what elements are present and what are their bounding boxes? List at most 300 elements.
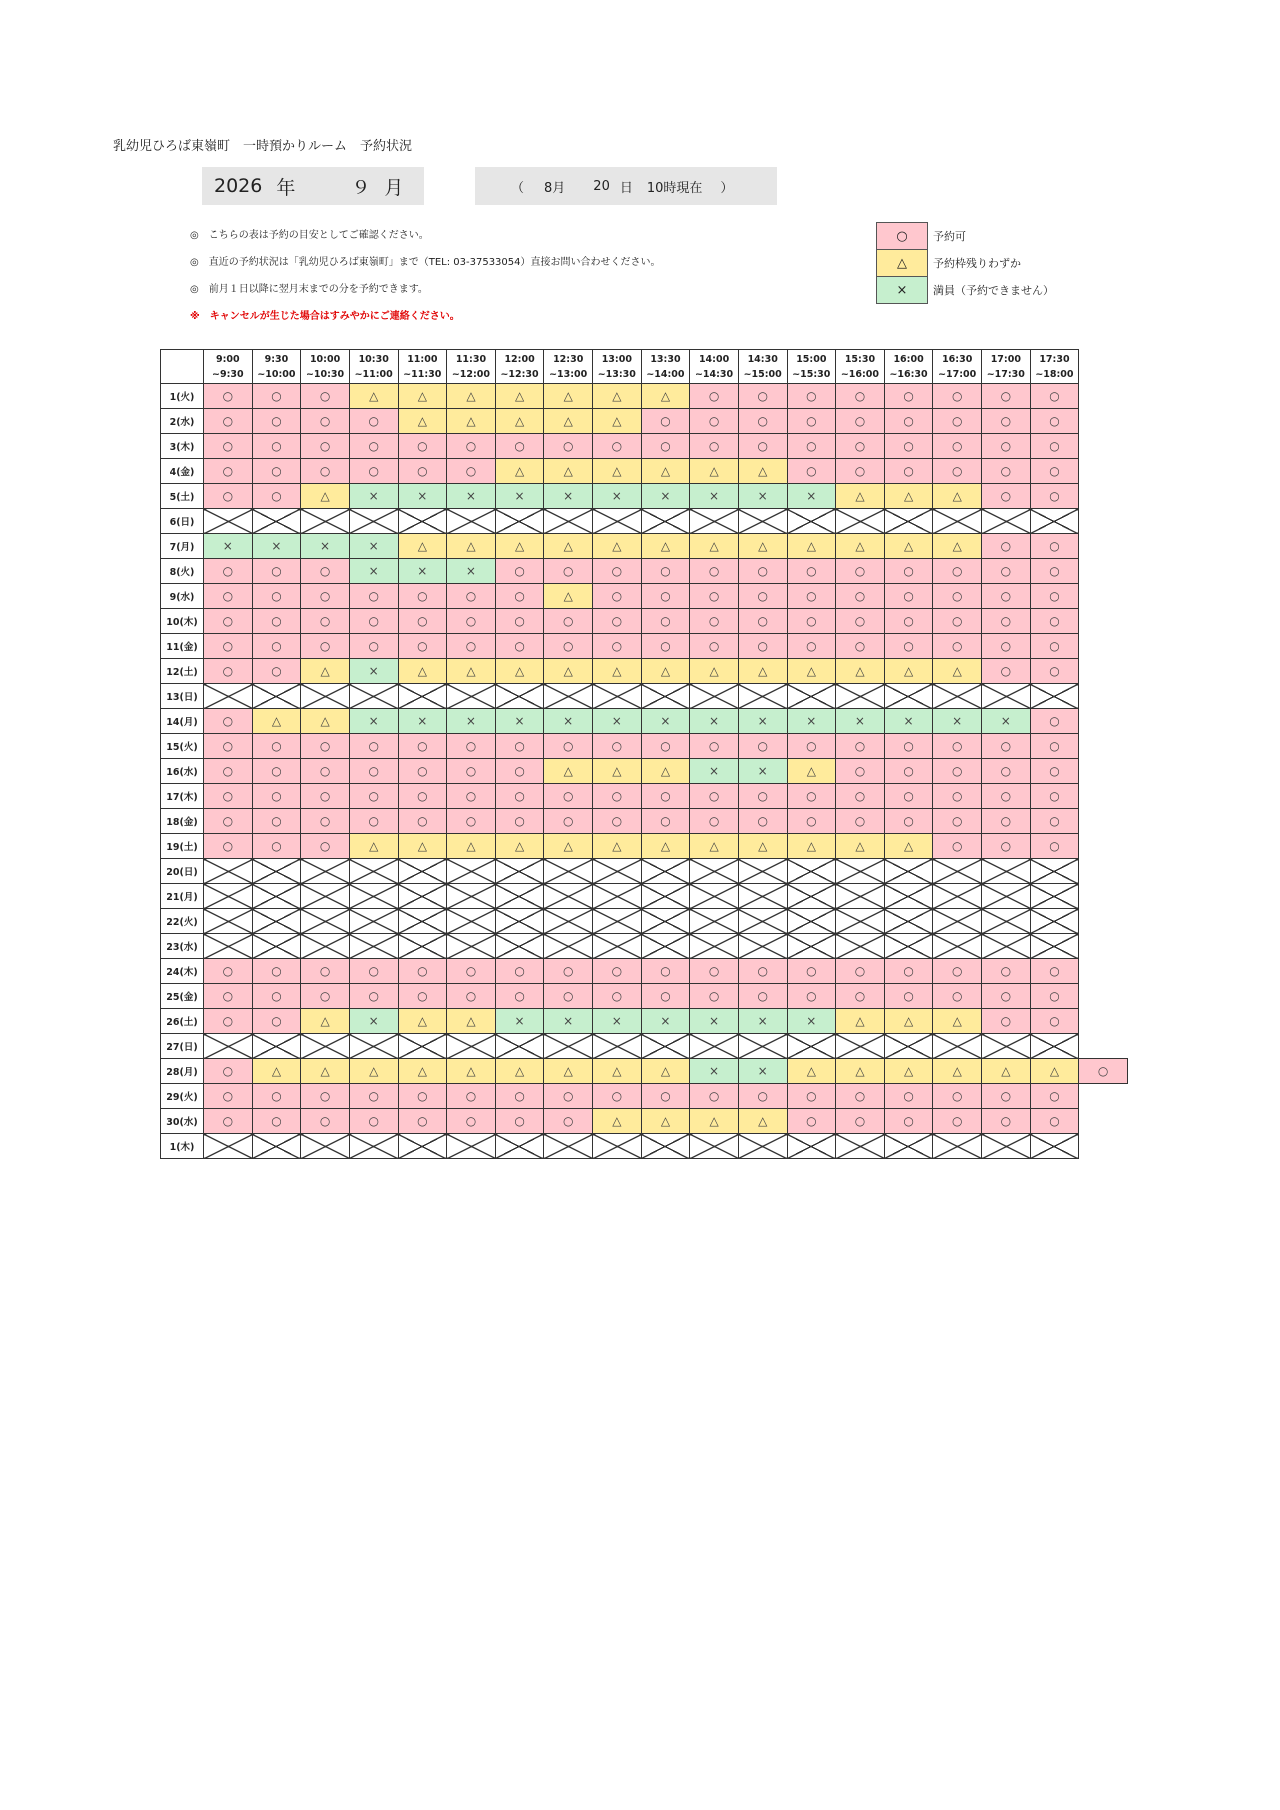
slot-cell: ○ bbox=[349, 1084, 398, 1109]
slot-cell: ○ bbox=[787, 959, 836, 984]
closed-cell bbox=[982, 859, 1031, 884]
closed-cell bbox=[398, 1134, 447, 1159]
closed-cell bbox=[787, 1134, 836, 1159]
slot-cell: ○ bbox=[884, 959, 933, 984]
note-item: ◎ 直近の予約状況は「乳幼児ひろば東嶺町」まで（TEL: 03-37533054）直接お問い合わせください。 bbox=[190, 257, 661, 268]
slot-cell: ○ bbox=[836, 734, 885, 759]
slot-cell: ○ bbox=[982, 659, 1031, 684]
slot-cell: × bbox=[593, 1009, 642, 1034]
slot-cell: ○ bbox=[1030, 709, 1079, 734]
note-item: ◎ 前月１日以降に翌月末までの分を予約できます。 bbox=[190, 284, 428, 295]
slot-cell: ○ bbox=[933, 809, 982, 834]
page-title: 乳幼児ひろば東嶺町 一時預かりルーム 予約状況 bbox=[113, 139, 413, 154]
table-row bbox=[161, 709, 1128, 734]
slot-cell: ○ bbox=[495, 609, 544, 634]
table-row bbox=[161, 384, 1128, 409]
table-row bbox=[161, 859, 1128, 884]
slot-cell: × bbox=[398, 484, 447, 509]
slot-cell: ○ bbox=[349, 409, 398, 434]
month-unit: 月 bbox=[384, 176, 404, 199]
slot-cell: △ bbox=[787, 759, 836, 784]
slot-cell: ○ bbox=[641, 1084, 690, 1109]
closed-cell bbox=[738, 934, 787, 959]
slot-cell: ○ bbox=[1030, 759, 1079, 784]
legend-symbol: × bbox=[877, 277, 928, 304]
closed-cell bbox=[884, 1134, 933, 1159]
closed-cell bbox=[301, 509, 350, 534]
slot-cell: ○ bbox=[884, 559, 933, 584]
closed-cell bbox=[641, 1034, 690, 1059]
slot-cell: ○ bbox=[933, 1084, 982, 1109]
slot-cell: △ bbox=[252, 1059, 301, 1084]
slot-cell: ○ bbox=[544, 1109, 593, 1134]
closed-cell bbox=[544, 509, 593, 534]
closed-cell bbox=[690, 1034, 739, 1059]
slot-cell: ○ bbox=[301, 584, 350, 609]
closed-cell bbox=[301, 934, 350, 959]
closed-cell bbox=[836, 859, 885, 884]
table-row bbox=[161, 809, 1128, 834]
slot-cell: ○ bbox=[738, 634, 787, 659]
closed-cell bbox=[495, 684, 544, 709]
slot-cell: ○ bbox=[495, 584, 544, 609]
closed-cell bbox=[447, 1034, 496, 1059]
day-label: 30(水) bbox=[161, 1109, 204, 1134]
slot-cell: ○ bbox=[301, 784, 350, 809]
slot-cell: ○ bbox=[204, 734, 253, 759]
closed-cell bbox=[690, 934, 739, 959]
time-slot-header bbox=[593, 350, 642, 384]
closed-cell bbox=[738, 1034, 787, 1059]
slot-cell: ○ bbox=[982, 609, 1031, 634]
day-label: 16(水) bbox=[161, 759, 204, 784]
closed-cell bbox=[933, 1134, 982, 1159]
closed-cell bbox=[884, 934, 933, 959]
closed-cell bbox=[690, 884, 739, 909]
slot-cell: ○ bbox=[301, 434, 350, 459]
slot-cell: × bbox=[690, 709, 739, 734]
slot-cell: ○ bbox=[301, 609, 350, 634]
day-label: 25(金) bbox=[161, 984, 204, 1009]
slot-cell: △ bbox=[836, 1009, 885, 1034]
closed-cell bbox=[933, 509, 982, 534]
slot-cell: △ bbox=[544, 584, 593, 609]
slot-cell: ○ bbox=[787, 434, 836, 459]
slot-cell: × bbox=[933, 709, 982, 734]
slot-cell: ○ bbox=[349, 984, 398, 1009]
slot-cell: ○ bbox=[884, 459, 933, 484]
closed-cell bbox=[787, 859, 836, 884]
slot-end: ~12:30 bbox=[500, 368, 539, 380]
closed-cell bbox=[738, 909, 787, 934]
slot-cell: ○ bbox=[982, 484, 1031, 509]
table-row bbox=[161, 784, 1128, 809]
slot-cell: × bbox=[544, 1009, 593, 1034]
day-label: 22(火) bbox=[161, 909, 204, 934]
slot-end: ~14:00 bbox=[646, 368, 685, 380]
slot-cell: × bbox=[690, 484, 739, 509]
slot-cell: △ bbox=[301, 1009, 350, 1034]
slot-cell: ○ bbox=[933, 409, 982, 434]
slot-cell: ○ bbox=[301, 634, 350, 659]
closed-cell bbox=[495, 909, 544, 934]
slot-cell: ○ bbox=[447, 609, 496, 634]
closed-cell bbox=[690, 1134, 739, 1159]
slot-cell: ○ bbox=[252, 384, 301, 409]
slot-cell: ○ bbox=[398, 984, 447, 1009]
slot-cell: △ bbox=[982, 1059, 1031, 1084]
slot-cell: ○ bbox=[982, 1084, 1031, 1109]
slot-cell: ○ bbox=[301, 559, 350, 584]
slot-cell: ○ bbox=[204, 959, 253, 984]
slot-cell: ○ bbox=[982, 984, 1031, 1009]
closed-cell bbox=[398, 684, 447, 709]
closed-cell bbox=[447, 934, 496, 959]
slot-cell: △ bbox=[398, 384, 447, 409]
slot-cell: ○ bbox=[349, 1109, 398, 1134]
closed-cell bbox=[982, 909, 1031, 934]
closed-cell bbox=[933, 909, 982, 934]
slot-start: 11:30 bbox=[455, 353, 487, 365]
slot-cell: △ bbox=[544, 834, 593, 859]
reservation-table bbox=[160, 349, 1128, 1159]
closed-cell bbox=[398, 909, 447, 934]
slot-cell: ○ bbox=[349, 584, 398, 609]
slot-start: 11:00 bbox=[407, 353, 438, 365]
closed-cell bbox=[738, 509, 787, 534]
slot-cell: ○ bbox=[982, 759, 1031, 784]
slot-cell: × bbox=[690, 1059, 739, 1084]
slot-cell: ○ bbox=[204, 984, 253, 1009]
slot-cell: ○ bbox=[544, 984, 593, 1009]
slot-cell: ○ bbox=[933, 459, 982, 484]
slot-start: 14:00 bbox=[698, 353, 730, 365]
slot-cell: ○ bbox=[252, 559, 301, 584]
day-label: 11(金) bbox=[161, 634, 204, 659]
legend-label: 予約可 bbox=[933, 230, 966, 243]
table-row bbox=[161, 734, 1128, 759]
slot-cell: ○ bbox=[544, 559, 593, 584]
slot-cell: ○ bbox=[1030, 409, 1079, 434]
slot-cell: ○ bbox=[593, 434, 642, 459]
table-row bbox=[161, 934, 1128, 959]
slot-start: 12:30 bbox=[553, 353, 584, 365]
slot-cell: ○ bbox=[787, 1109, 836, 1134]
closed-cell bbox=[301, 859, 350, 884]
slot-cell: ○ bbox=[787, 784, 836, 809]
slot-cell: ○ bbox=[836, 1084, 885, 1109]
slot-cell: ○ bbox=[982, 634, 1031, 659]
slot-cell: ○ bbox=[204, 834, 253, 859]
slot-cell: △ bbox=[349, 1059, 398, 1084]
closed-cell bbox=[349, 859, 398, 884]
slot-cell: ○ bbox=[204, 609, 253, 634]
legend-item bbox=[877, 277, 1056, 304]
slot-cell: ○ bbox=[884, 759, 933, 784]
slot-cell: △ bbox=[593, 834, 642, 859]
slot-cell: ○ bbox=[884, 409, 933, 434]
slot-cell: △ bbox=[447, 834, 496, 859]
slot-cell: ○ bbox=[252, 484, 301, 509]
time-slot-header bbox=[836, 350, 885, 384]
slot-cell: × bbox=[301, 534, 350, 559]
slot-cell: ○ bbox=[836, 634, 885, 659]
slot-cell: ○ bbox=[252, 584, 301, 609]
slot-cell: △ bbox=[690, 659, 739, 684]
closed-cell bbox=[787, 1034, 836, 1059]
time-slot-header bbox=[1030, 350, 1079, 384]
slot-cell: ○ bbox=[301, 734, 350, 759]
closed-cell bbox=[884, 909, 933, 934]
slot-cell: × bbox=[252, 534, 301, 559]
slot-cell: ○ bbox=[738, 584, 787, 609]
closed-cell bbox=[787, 934, 836, 959]
slot-cell: × bbox=[204, 534, 253, 559]
slot-cell: △ bbox=[495, 659, 544, 684]
slot-cell: △ bbox=[836, 534, 885, 559]
slot-cell: ○ bbox=[544, 634, 593, 659]
closed-cell bbox=[641, 934, 690, 959]
slot-cell: × bbox=[593, 484, 642, 509]
slot-cell: ○ bbox=[1030, 459, 1079, 484]
closed-cell bbox=[204, 859, 253, 884]
day-label: 18(金) bbox=[161, 809, 204, 834]
slot-cell: ○ bbox=[738, 609, 787, 634]
time-slot-header-row bbox=[161, 350, 1128, 384]
time-slot-header bbox=[252, 350, 301, 384]
closed-cell bbox=[787, 884, 836, 909]
table-row bbox=[161, 834, 1128, 859]
closed-cell bbox=[495, 1034, 544, 1059]
slot-cell: △ bbox=[933, 659, 982, 684]
closed-cell bbox=[1030, 859, 1079, 884]
slot-end: ~13:30 bbox=[597, 368, 636, 380]
year-value: 2026 bbox=[214, 175, 263, 197]
closed-cell bbox=[884, 1034, 933, 1059]
slot-cell: ○ bbox=[593, 784, 642, 809]
legend-label: 予約枠残りわずか bbox=[933, 257, 1021, 270]
slot-cell: ○ bbox=[301, 984, 350, 1009]
slot-cell: ○ bbox=[1030, 609, 1079, 634]
slot-cell: ○ bbox=[738, 1084, 787, 1109]
slot-end: ~11:00 bbox=[354, 368, 393, 380]
slot-cell: △ bbox=[884, 534, 933, 559]
slot-cell: ○ bbox=[544, 809, 593, 834]
slot-cell: ○ bbox=[349, 784, 398, 809]
closed-cell bbox=[447, 884, 496, 909]
note-item: ◎ こちらの表は予約の目安としてご確認ください。 bbox=[190, 230, 429, 241]
closed-cell bbox=[641, 909, 690, 934]
closed-cell bbox=[738, 1134, 787, 1159]
slot-cell: ○ bbox=[204, 409, 253, 434]
closed-cell bbox=[204, 934, 253, 959]
closed-cell bbox=[252, 684, 301, 709]
closed-cell bbox=[252, 884, 301, 909]
slot-cell: ○ bbox=[787, 584, 836, 609]
slot-cell: ○ bbox=[204, 784, 253, 809]
table-row bbox=[161, 459, 1128, 484]
slot-end: ~14:30 bbox=[694, 368, 734, 380]
table-corner bbox=[161, 350, 204, 384]
slot-cell: △ bbox=[1030, 1059, 1079, 1084]
slot-cell: ○ bbox=[933, 959, 982, 984]
slot-cell: × bbox=[544, 709, 593, 734]
closed-cell bbox=[738, 859, 787, 884]
slot-cell: ○ bbox=[690, 809, 739, 834]
slot-cell: ○ bbox=[252, 1009, 301, 1034]
slot-end: ~16:00 bbox=[840, 368, 880, 380]
slot-cell: ○ bbox=[204, 484, 253, 509]
slot-cell: × bbox=[738, 1009, 787, 1034]
slot-cell: △ bbox=[593, 459, 642, 484]
slot-cell: ○ bbox=[349, 959, 398, 984]
slot-cell: △ bbox=[836, 659, 885, 684]
slot-cell: ○ bbox=[982, 459, 1031, 484]
slot-cell: △ bbox=[641, 1109, 690, 1134]
time-slot-header bbox=[933, 350, 982, 384]
closed-cell bbox=[252, 909, 301, 934]
day-label: 27(日) bbox=[161, 1034, 204, 1059]
slot-cell: △ bbox=[738, 1109, 787, 1134]
slot-cell: △ bbox=[933, 1009, 982, 1034]
day-label: 4(金) bbox=[161, 459, 204, 484]
slot-cell: ○ bbox=[884, 384, 933, 409]
slot-cell: ○ bbox=[690, 409, 739, 434]
slot-cell: ○ bbox=[447, 584, 496, 609]
slot-cell: ○ bbox=[884, 984, 933, 1009]
slot-cell: ○ bbox=[349, 634, 398, 659]
slot-cell: ○ bbox=[884, 1084, 933, 1109]
legend-item bbox=[877, 250, 1056, 277]
slot-cell: △ bbox=[544, 534, 593, 559]
slot-cell: ○ bbox=[1030, 809, 1079, 834]
closed-cell bbox=[544, 1134, 593, 1159]
month-value: ９ bbox=[351, 176, 371, 199]
slot-cell: × bbox=[787, 709, 836, 734]
slot-cell: △ bbox=[398, 534, 447, 559]
slot-cell: ○ bbox=[982, 809, 1031, 834]
slot-cell: ○ bbox=[933, 1109, 982, 1134]
as-of-open: （ bbox=[511, 180, 525, 196]
slot-cell: ○ bbox=[738, 959, 787, 984]
slot-cell: ○ bbox=[252, 609, 301, 634]
closed-cell bbox=[495, 884, 544, 909]
slot-cell: ○ bbox=[884, 1109, 933, 1134]
slot-start: 13:00 bbox=[601, 353, 632, 365]
table-row bbox=[161, 484, 1128, 509]
slot-cell: ○ bbox=[641, 634, 690, 659]
as-of-day: 20 bbox=[593, 178, 610, 194]
closed-cell bbox=[593, 684, 642, 709]
closed-cell bbox=[933, 859, 982, 884]
closed-cell bbox=[738, 684, 787, 709]
slot-cell: ○ bbox=[204, 1084, 253, 1109]
slot-cell: × bbox=[349, 559, 398, 584]
closed-cell bbox=[349, 909, 398, 934]
slot-cell: ○ bbox=[1030, 1109, 1079, 1134]
closed-cell bbox=[836, 509, 885, 534]
closed-cell bbox=[690, 509, 739, 534]
day-label: 1(木) bbox=[161, 1134, 204, 1159]
table-row bbox=[161, 534, 1128, 559]
closed-cell bbox=[398, 509, 447, 534]
slot-cell: × bbox=[495, 709, 544, 734]
closed-cell bbox=[690, 684, 739, 709]
slot-end: ~11:30 bbox=[403, 368, 442, 380]
slot-cell: × bbox=[349, 1009, 398, 1034]
slot-cell: ○ bbox=[204, 709, 253, 734]
slot-cell: △ bbox=[884, 1009, 933, 1034]
slot-cell: ○ bbox=[836, 559, 885, 584]
slot-end: ~12:00 bbox=[451, 368, 491, 380]
slot-cell: ○ bbox=[884, 784, 933, 809]
slot-cell: × bbox=[884, 709, 933, 734]
slot-cell: ○ bbox=[447, 734, 496, 759]
slot-cell: ○ bbox=[349, 809, 398, 834]
slot-cell: ○ bbox=[690, 784, 739, 809]
slot-cell: × bbox=[690, 1009, 739, 1034]
closed-cell bbox=[544, 1034, 593, 1059]
slot-cell: ○ bbox=[447, 434, 496, 459]
slot-end: ~17:00 bbox=[938, 368, 977, 380]
slot-cell: ○ bbox=[690, 734, 739, 759]
closed-cell bbox=[252, 859, 301, 884]
slot-cell: ○ bbox=[593, 559, 642, 584]
slot-cell: △ bbox=[884, 484, 933, 509]
closed-cell bbox=[544, 684, 593, 709]
slot-start: 16:30 bbox=[942, 353, 973, 365]
time-slot-header bbox=[398, 350, 447, 384]
closed-cell bbox=[690, 859, 739, 884]
closed-cell bbox=[641, 684, 690, 709]
time-slot-header bbox=[301, 350, 350, 384]
slot-cell: △ bbox=[301, 659, 350, 684]
slot-cell: ○ bbox=[593, 959, 642, 984]
as-of-day-unit: 日 bbox=[619, 180, 633, 196]
closed-cell bbox=[787, 909, 836, 934]
table-row bbox=[161, 559, 1128, 584]
closed-cell bbox=[447, 684, 496, 709]
slot-cell: ○ bbox=[933, 759, 982, 784]
closed-cell bbox=[836, 684, 885, 709]
slot-cell: ○ bbox=[544, 609, 593, 634]
day-label: 6(日) bbox=[161, 509, 204, 534]
closed-cell bbox=[447, 909, 496, 934]
slot-cell: ○ bbox=[495, 809, 544, 834]
closed-cell bbox=[544, 884, 593, 909]
slot-cell: ○ bbox=[252, 659, 301, 684]
slot-start: 15:30 bbox=[844, 353, 876, 365]
slot-cell: ○ bbox=[982, 409, 1031, 434]
table-row bbox=[161, 1034, 1128, 1059]
slot-cell: ○ bbox=[1030, 734, 1079, 759]
closed-cell bbox=[544, 859, 593, 884]
slot-cell: ○ bbox=[787, 384, 836, 409]
slot-cell: ○ bbox=[787, 459, 836, 484]
table-row bbox=[161, 1059, 1128, 1084]
day-label: 9(水) bbox=[161, 584, 204, 609]
slot-cell: ○ bbox=[252, 734, 301, 759]
closed-cell bbox=[1030, 684, 1079, 709]
slot-cell: ○ bbox=[447, 634, 496, 659]
closed-cell bbox=[738, 884, 787, 909]
slot-cell: ○ bbox=[495, 734, 544, 759]
slot-end: ~15:30 bbox=[792, 368, 831, 380]
slot-cell: △ bbox=[349, 384, 398, 409]
day-label: 20(日) bbox=[161, 859, 204, 884]
slot-cell: × bbox=[398, 709, 447, 734]
slot-cell: ○ bbox=[933, 634, 982, 659]
